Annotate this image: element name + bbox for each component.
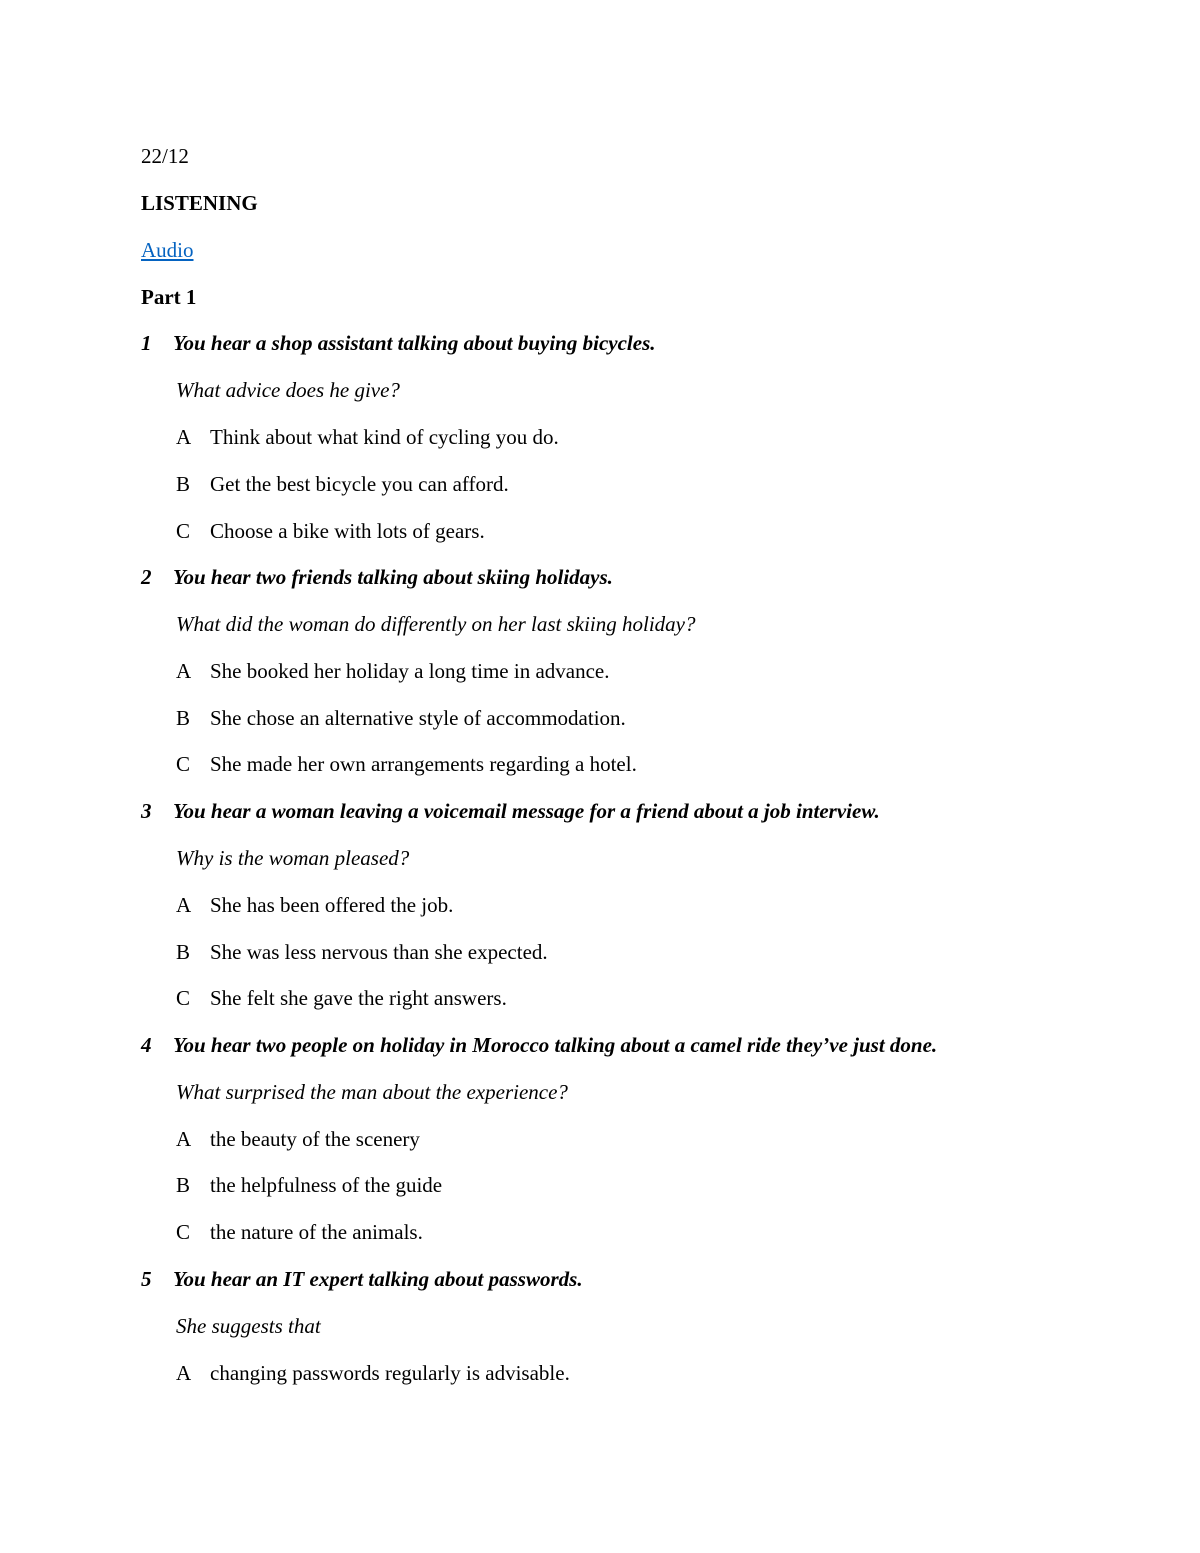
- option-letter: C: [176, 752, 191, 776]
- option-c: [176, 752, 637, 776]
- option-a: [176, 659, 609, 683]
- option-b: [176, 472, 509, 496]
- question-1: [141, 331, 656, 355]
- question-text: You hear a shop assistant talking about buying bicycles.: [173, 331, 656, 355]
- question-number: 5: [141, 1267, 152, 1291]
- question-number: 1: [141, 331, 152, 355]
- option-text: changing passwords regularly is advisable.: [210, 1361, 570, 1385]
- option-letter: B: [176, 472, 191, 496]
- question-prompt: What advice does he give?: [176, 378, 400, 402]
- question-3: [141, 799, 880, 823]
- option-c: [176, 519, 485, 543]
- option-a: [176, 1361, 570, 1385]
- option-letter: C: [176, 986, 191, 1010]
- option-letter: B: [176, 1173, 191, 1197]
- option-a: [176, 893, 453, 917]
- option-text: Choose a bike with lots of gears.: [210, 519, 485, 543]
- question-number: 4: [141, 1033, 152, 1057]
- option-letter: B: [176, 706, 191, 730]
- option-a: [176, 425, 559, 449]
- option-text: She chose an alternative style of accommodation.: [210, 706, 626, 730]
- question-prompt: What surprised the man about the experience?: [176, 1080, 568, 1104]
- option-letter: A: [176, 1127, 192, 1151]
- option-text: Get the best bicycle you can afford.: [210, 472, 509, 496]
- question-text: You hear an IT expert talking about passwords.: [173, 1267, 583, 1291]
- part-title: Part 1: [141, 285, 197, 309]
- option-text: She was less nervous than she expected.: [210, 940, 548, 964]
- option-c: [176, 986, 507, 1010]
- option-letter: A: [176, 893, 192, 917]
- option-text: the helpfulness of the guide: [210, 1173, 443, 1197]
- option-b: [176, 1173, 442, 1197]
- option-text: the beauty of the scenery: [210, 1127, 420, 1151]
- option-text: She booked her holiday a long time in advance.: [210, 659, 610, 683]
- question-text: You hear two people on holiday in Morocco talking about a camel ride they’ve just done.: [173, 1033, 938, 1057]
- question-text: You hear a woman leaving a voicemail message for a friend about a job interview.: [173, 799, 880, 823]
- option-letter: C: [176, 519, 191, 543]
- option-b: [176, 706, 626, 730]
- question-2: [141, 565, 613, 589]
- question-4: [141, 1033, 937, 1057]
- date: 22/12: [141, 144, 189, 168]
- option-text: She made her own arrangements regarding a hotel.: [210, 752, 637, 776]
- option-letter: A: [176, 1361, 192, 1385]
- question-prompt: Why is the woman pleased?: [176, 846, 410, 870]
- audio-link[interactable]: Audio: [141, 238, 194, 262]
- option-c: [176, 1220, 423, 1244]
- option-letter: C: [176, 1220, 191, 1244]
- question-number: 3: [141, 799, 152, 823]
- question-number: 2: [141, 565, 152, 589]
- option-b: [176, 940, 548, 964]
- question-prompt: What did the woman do differently on her last skiing holiday?: [176, 612, 696, 636]
- option-a: [176, 1127, 420, 1151]
- question-text: You hear two friends talking about skiing holidays.: [173, 565, 613, 589]
- option-letter: B: [176, 940, 191, 964]
- option-letter: A: [176, 425, 192, 449]
- option-text: She felt she gave the right answers.: [210, 986, 507, 1010]
- question-prompt: She suggests that: [176, 1314, 321, 1338]
- option-letter: A: [176, 659, 192, 683]
- option-text: the nature of the animals.: [210, 1220, 423, 1244]
- option-text: Think about what kind of cycling you do.: [210, 425, 559, 449]
- section-title: LISTENING: [141, 191, 258, 215]
- question-5: [141, 1267, 583, 1291]
- option-text: She has been offered the job.: [210, 893, 454, 917]
